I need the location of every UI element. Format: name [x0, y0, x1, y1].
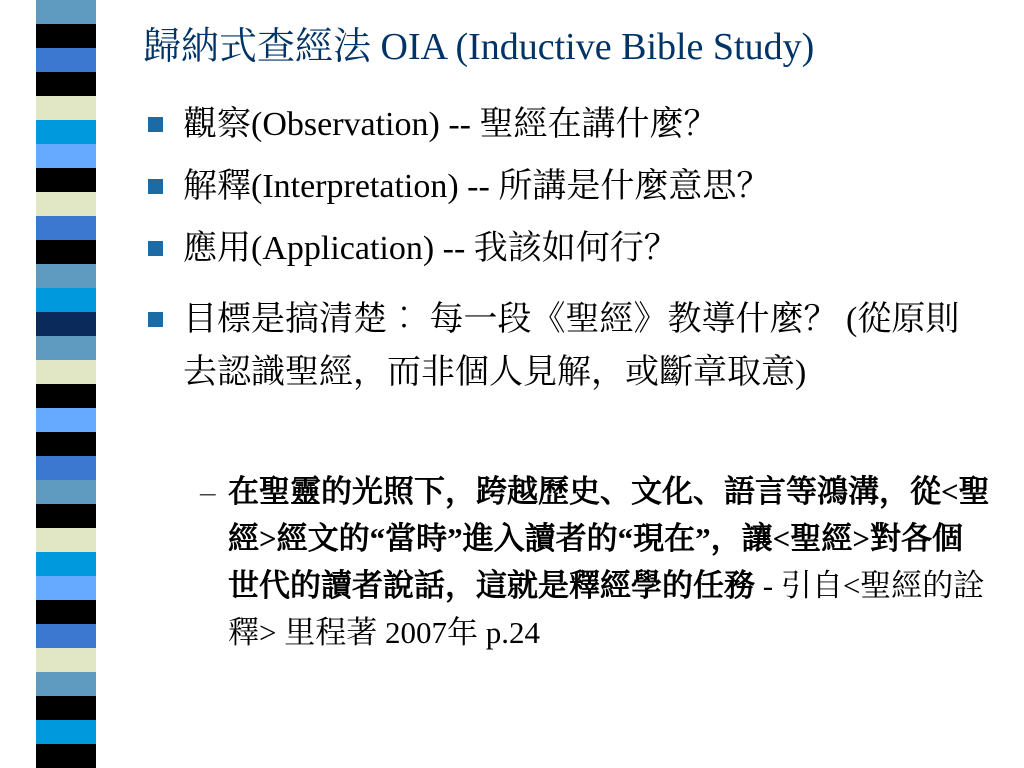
stripe-band — [36, 168, 96, 192]
stripe-band — [36, 480, 96, 504]
stripe-band — [36, 456, 96, 480]
bullet-item-observation — [148, 98, 978, 151]
stripe-band — [36, 216, 96, 240]
stripe-band — [36, 192, 96, 216]
stripe-band — [36, 600, 96, 624]
stripe-band — [36, 384, 96, 408]
stripe-band — [36, 264, 96, 288]
stripe-band — [36, 744, 96, 768]
citation-text: - 引自<聖經的詮釋> 里程著 2007年 p.24 — [228, 568, 985, 650]
stripe-band — [36, 24, 96, 48]
bullet-text: 目標是搞清楚︰ 每一段《聖經》教導什麼？ (從原則去認識聖經，而非個人見解，或斷章取意) — [183, 301, 960, 391]
bullet-square-icon — [148, 179, 163, 194]
quote-text: 在聖靈的光照下，跨越歷史、文化、語言等鴻溝，從<聖經>經文的“當時”進入讀者的“現在”，讓<聖經>對各個世代的讀者說話，這就是釋經學的任務 — [228, 474, 990, 603]
bullet-text: 觀察(Observation) -- 聖經在講什麼？ — [183, 106, 718, 143]
stripe-band — [36, 528, 96, 552]
stripe-band — [36, 336, 96, 360]
stripe-band — [36, 408, 96, 432]
stripe-band — [36, 48, 96, 72]
stripe-band — [36, 576, 96, 600]
stripe-band — [36, 120, 96, 144]
stripe-band — [36, 432, 96, 456]
stripe-band — [36, 552, 96, 576]
sub-bullet-quote — [200, 468, 990, 656]
decorative-stripe — [36, 0, 96, 768]
slide-title: 歸納式查經法 OIA (Inductive Bible Study) — [143, 26, 815, 68]
stripe-band — [36, 288, 96, 312]
bullet-item-goal — [148, 293, 978, 399]
bullet-square-icon — [148, 312, 163, 327]
bullet-square-icon — [148, 117, 163, 132]
stripe-band — [36, 312, 96, 336]
stripe-band — [36, 96, 96, 120]
stripe-band — [36, 696, 96, 720]
stripe-band — [36, 504, 96, 528]
bullet-square-icon — [148, 241, 163, 256]
sub-bullet-text — [228, 468, 990, 656]
stripe-band — [36, 144, 96, 168]
stripe-band — [36, 720, 96, 744]
stripe-band — [36, 72, 96, 96]
stripe-band — [36, 672, 96, 696]
stripe-band — [36, 0, 96, 24]
stripe-band — [36, 360, 96, 384]
stripe-band — [36, 240, 96, 264]
bullet-text: 解釋(Interpretation) -- 所講是什麼意思？ — [183, 168, 771, 205]
sub-bullet-dash: – — [200, 474, 216, 509]
bullet-item-interpretation — [148, 160, 978, 213]
stripe-band — [36, 648, 96, 672]
stripe-band — [36, 624, 96, 648]
bullet-text: 應用(Application) -- 我該如何行？ — [183, 230, 678, 267]
bullet-item-application — [148, 222, 978, 275]
